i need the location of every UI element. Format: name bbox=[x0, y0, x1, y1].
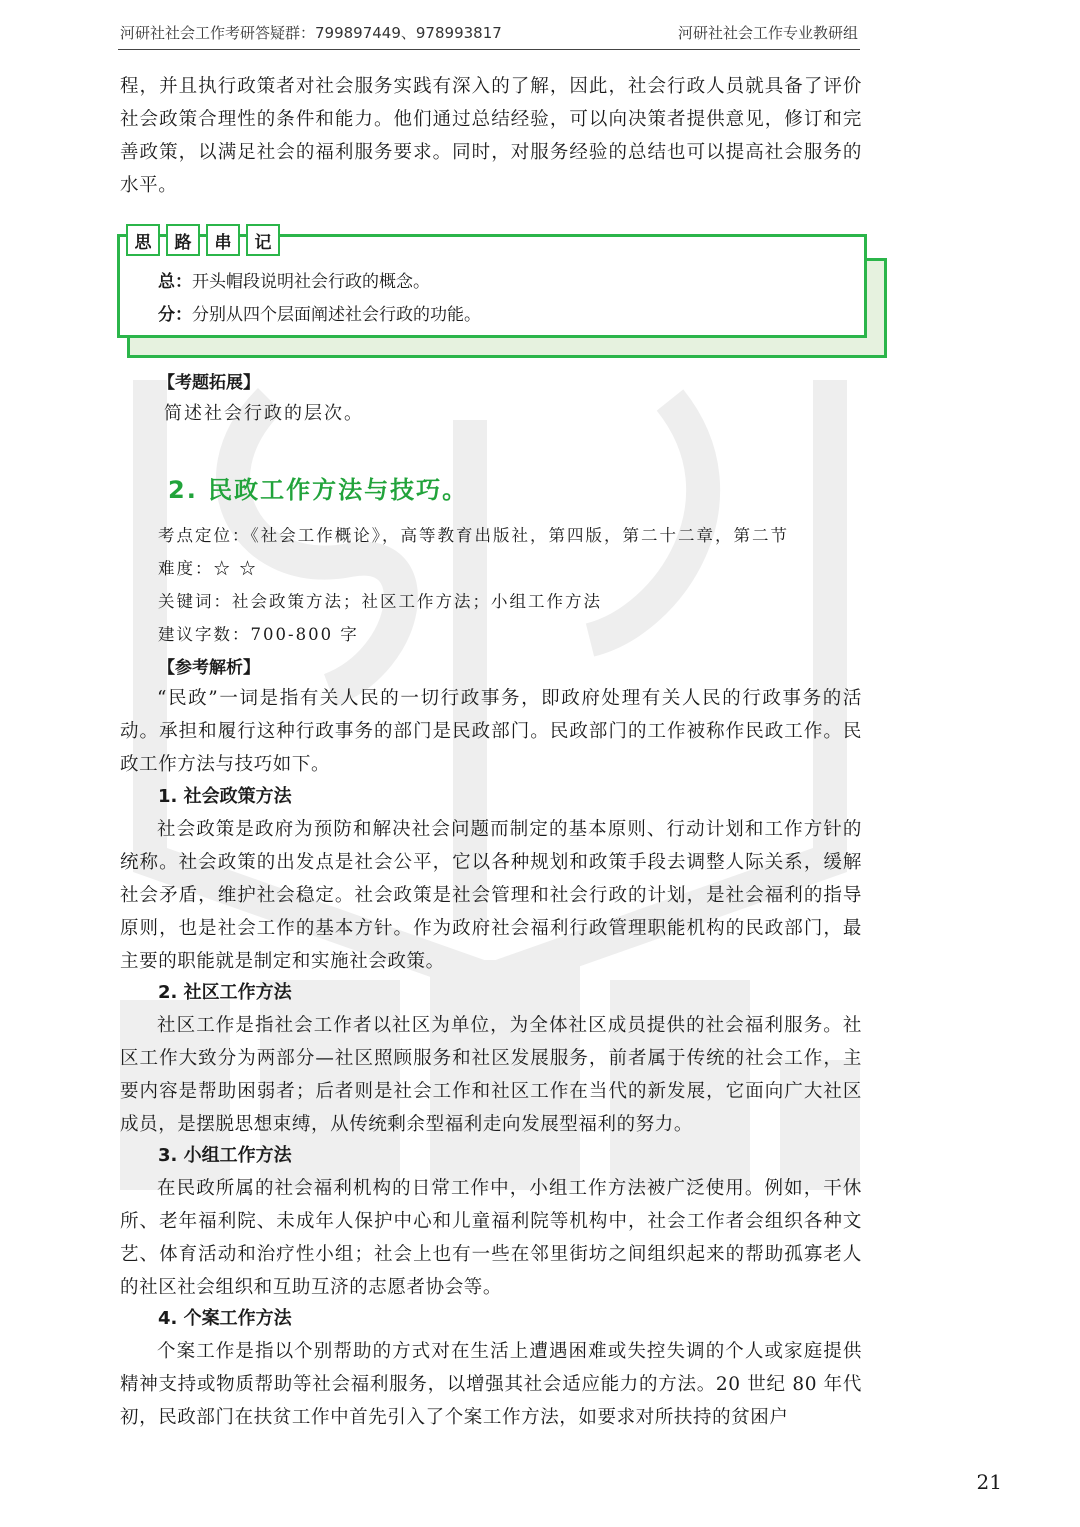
analysis-label: 【参考解析】 bbox=[158, 658, 260, 678]
header-right-text: 河研社社会工作专业教研组 bbox=[677, 24, 858, 42]
header-divider bbox=[118, 49, 860, 50]
extension-label: 【考题拓展】 bbox=[158, 373, 260, 393]
section-title: 2. 民政工作方法与技巧。 bbox=[168, 476, 469, 504]
method-2-title: 2. 社区工作方法 bbox=[158, 982, 292, 1003]
idea-fen-line bbox=[158, 299, 481, 331]
method-2-text: 社区工作是指社会工作者以社区为单位，为全体社区成员提供的社会福利服务。社区工作大致分为两部分—社区照顾服务和社区发展服务，前者属于传统的社会工作，主要内容是帮助困弱者；后者则是社会工作和社区工作在当代的新发展，它面向广大社区成员，是摆脱思想束缚，从传统剩余型福利走向发展型福利的努力。 bbox=[120, 1015, 862, 1135]
tab-ji: 记 bbox=[246, 224, 280, 256]
zong-label: 总： bbox=[158, 272, 192, 292]
method-1-text: 社会政策是政府为预防和解决社会问题而制定的基本原则、行动计划和工作方针的统称。社会政策的出发点是社会公平，它以各种规划和政策手段去调整人际关系，缓解社会矛盾，维护社会稳定。社会政策是社会管理和社会行政的计划，是社会福利的指导原则，也是社会工作的基本方针。作为政府社会福利行政管理职能机构的民政部门，最主要的职能就是制定和实施社会政策。 bbox=[120, 819, 862, 972]
difficulty-line: 难度：☆ ☆ bbox=[158, 559, 258, 578]
location-line: 考点定位：《社会工作概论》，高等教育出版社，第四版，第二十二章，第二节 bbox=[158, 526, 789, 545]
intro-paragraph: 程，并且执行政策者对社会服务实践有深入的了解，因此，社会行政人员就具备了评价社会政策合理性的条件和能力。他们通过总结经验，可以向决策者提供意见，修订和完善政策，以满足社会的福利服务要求。同时，对服务经验的总结也可以提高社会服务的水平。 bbox=[120, 76, 862, 196]
zong-text: 开头帽段说明社会行政的概念。 bbox=[192, 272, 430, 292]
page-number: 21 bbox=[976, 1470, 1002, 1494]
analysis-intro: “民政”一词是指有关人民的一切行政事务，即政府处理有关人民的行政事务的活动。承担和履行这种行政事务的部门是民政部门。民政部门的工作被称作民政工作。民政工作方法与技巧如下。 bbox=[120, 688, 862, 775]
method-3-title: 3. 小组工作方法 bbox=[158, 1145, 292, 1166]
extension-text: 简述社会行政的层次。 bbox=[164, 403, 364, 424]
method-3-text: 在民政所属的社会福利机构的日常工作中，小组工作方法被广泛使用。例如，干休所、老年福利院、未成年人保护中心和儿童福利院等机构中，社会工作者会组织各种文艺、体育活动和治疗性小组；社会上也有一些在邻里街坊之间组织起来的帮助孤寡老人的社区社会组织和互助互济的志愿者协会等。 bbox=[120, 1178, 862, 1298]
method-4-title: 4. 个案工作方法 bbox=[158, 1308, 292, 1329]
idea-box-tabs bbox=[126, 224, 280, 256]
fen-text: 分别从四个层面阐述社会行政的功能。 bbox=[192, 305, 481, 325]
header-left-text: 河研社社会工作考研答疑群：799897449、978993817 bbox=[120, 24, 502, 42]
word-count-line: 建议字数：700-800 字 bbox=[158, 625, 359, 644]
method-4-text: 个案工作是指以个别帮助的方式对在生活上遭遇困难或失控失调的个人或家庭提供精神支持或物质帮助等社会福利服务，以增强其社会适应能力的方法。20 世纪 80 年代初，民政部门在扶贫工作中首先引入了个案工作方法，如要求对所扶持的贫困户 bbox=[120, 1341, 862, 1428]
tab-lu: 路 bbox=[166, 224, 200, 256]
tab-si: 思 bbox=[126, 224, 160, 256]
method-1-title: 1. 社会政策方法 bbox=[158, 786, 292, 807]
idea-zong-line bbox=[158, 266, 430, 298]
tab-chuan: 串 bbox=[206, 224, 240, 256]
fen-label: 分： bbox=[158, 305, 192, 325]
keywords-line: 关键词：社会政策方法；社区工作方法；小组工作方法 bbox=[158, 592, 602, 611]
